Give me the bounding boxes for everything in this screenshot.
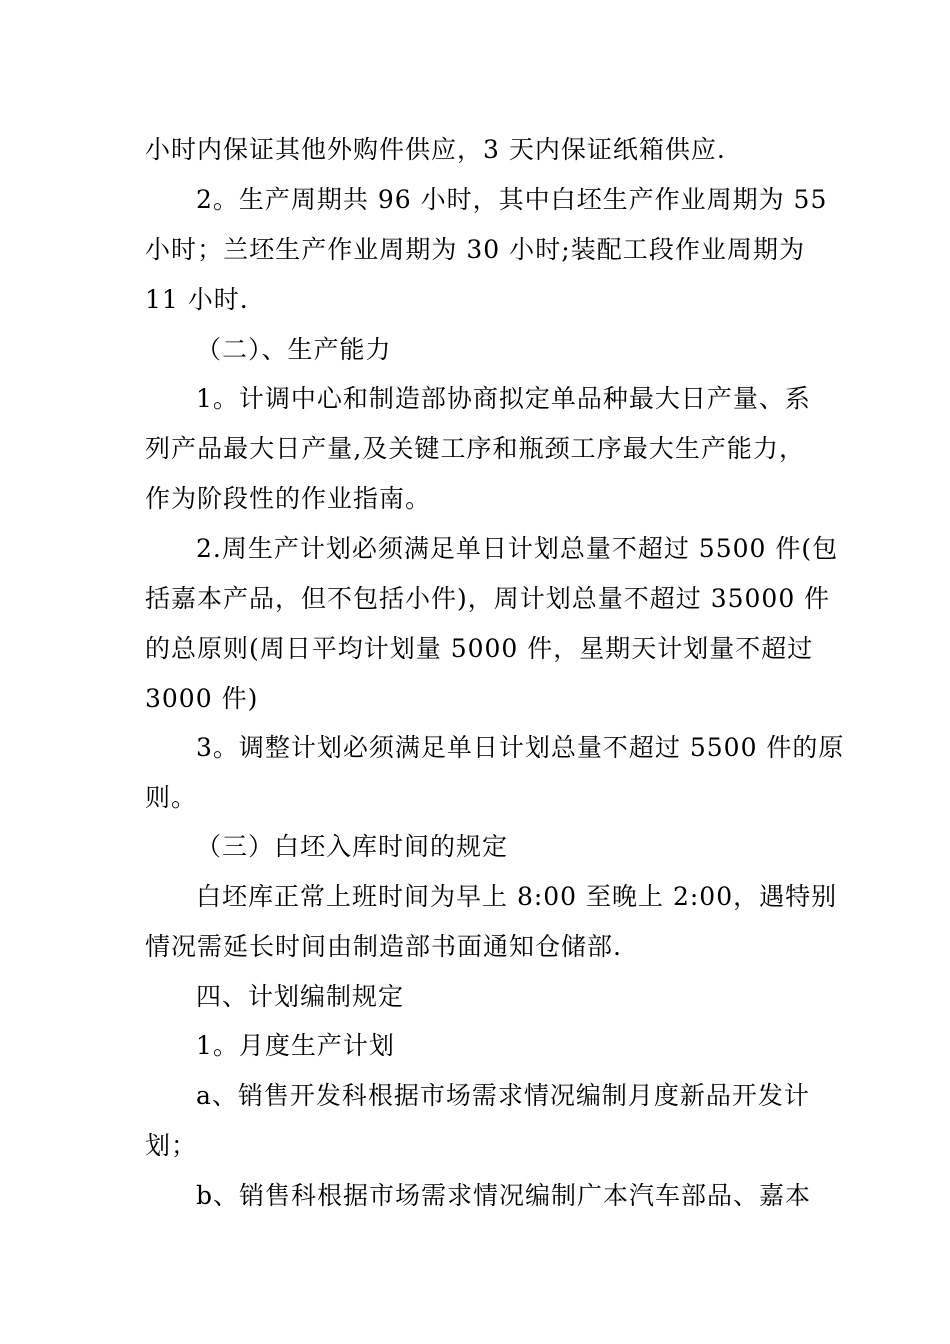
text-line-11: 的总原则(周日平均计划量 5000 件，星期天计划量不超过 [145, 634, 814, 663]
section-heading-storage: （三）白坯入库时间的规定 [196, 832, 509, 861]
text-line-9: 2.周生产计划必须满足单日计划总量不超过 5500 件(包 [196, 534, 839, 563]
section-heading-planning: 四、计划编制规定 [196, 982, 405, 1011]
text-line-7: 列产品最大日产量,及关键工序和瓶颈工序最大生产能力， [145, 434, 805, 463]
subheading-monthly-plan: 1。月度生产计划 [196, 1031, 395, 1060]
text-line-12: 3000 件) [145, 684, 259, 713]
text-line-10: 括嘉本产品，但不包括小件)，周计划总量不超过 35000 件 [145, 584, 831, 613]
text-line-21: 划； [145, 1131, 198, 1160]
text-line-16: 白坯库正常上班时间为早上 8:00 至晚上 2:00，遇特别 [196, 882, 838, 911]
text-line-6: 1。计调中心和制造部协商拟定单品种最大日产量、系 [196, 384, 811, 413]
text-line-4: 11 小时. [145, 285, 249, 314]
text-line-8: 作为阶段性的作业指南。 [145, 484, 432, 513]
text-line-20: a、销售开发科根据市场需求情况编制月度新品开发计 [196, 1081, 810, 1110]
text-line-3: 小时；兰坯生产作业周期为 30 小时;装配工段作业周期为 [145, 235, 805, 264]
text-line-2: 2。生产周期共 96 小时，其中白坯生产作业周期为 55 [196, 185, 828, 214]
text-line-1: 小时内保证其他外购件供应，3 天内保证纸箱供应. [145, 135, 726, 164]
section-heading-capacity: （二）、生产能力 [196, 335, 392, 364]
text-line-17: 情况需延长时间由制造部书面通知仓储部. [145, 932, 622, 961]
text-line-14: 则。 [145, 783, 198, 812]
text-line-13: 3。调整计划必须满足单日计划总量不超过 5500 件的原 [196, 733, 845, 762]
text-line-22: b、销售科根据市场需求情况编制广本汽车部品、嘉本 [196, 1181, 812, 1210]
